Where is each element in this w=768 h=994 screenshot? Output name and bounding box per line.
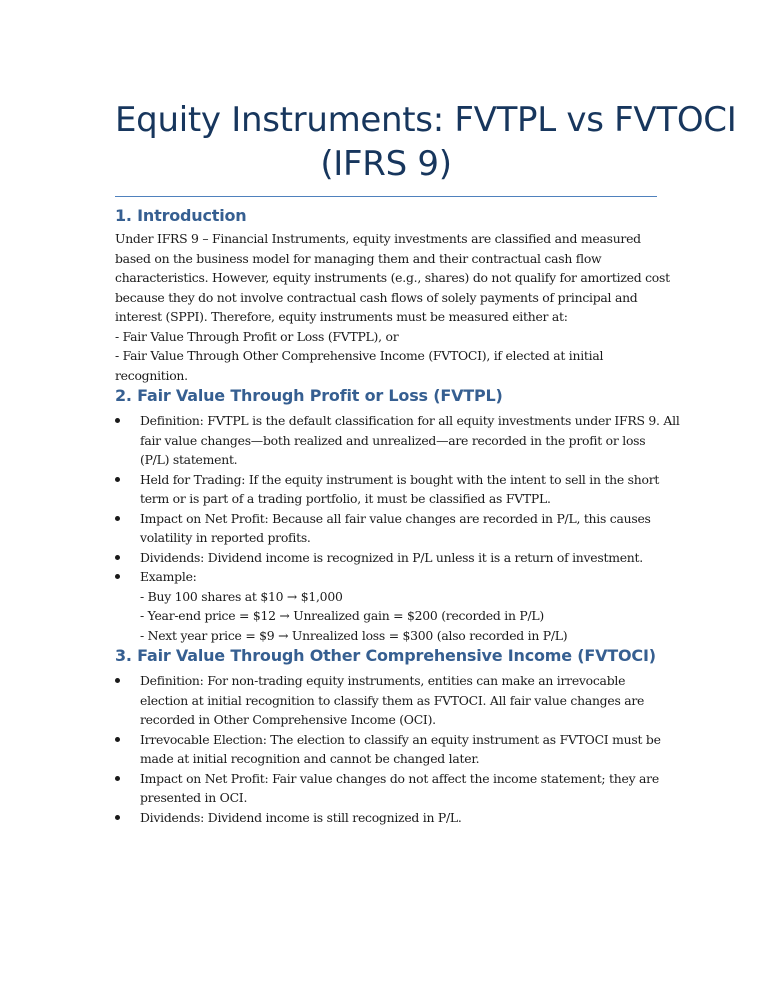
bullet-icon bbox=[115, 574, 120, 579]
paragraph-line: based on the business model for managing them and their contractual cash flow bbox=[115, 250, 602, 266]
list-item bbox=[115, 567, 657, 645]
list-item-line: presented in OCI. bbox=[140, 790, 248, 805]
bullet-icon bbox=[115, 516, 120, 521]
list-item-line: Dividends: Dividend income is still recognized in P/L. bbox=[140, 809, 462, 825]
list-item bbox=[115, 730, 661, 769]
paragraph-line: Under IFRS 9 – Financial Instruments, equity investments are classified and measured bbox=[115, 231, 641, 246]
list-item-line: volatility in reported profits. bbox=[140, 530, 311, 545]
list-item-line: Impact on Net Profit: Fair value changes do not affect the income statement; they are bbox=[140, 770, 659, 786]
list-item-line: Example: bbox=[140, 569, 197, 584]
fvtoci-bullet-list bbox=[115, 671, 661, 827]
list-item-line: term or is part of a trading portfolio, it must be classified as FVTPL. bbox=[140, 491, 551, 506]
title-divider bbox=[115, 196, 657, 197]
paragraph-line: - Fair Value Through Other Comprehensive Income (FVTOCI), if elected at initial bbox=[115, 348, 604, 363]
list-item bbox=[115, 769, 657, 808]
list-item-line: Impact on Net Profit: Because all fair value changes are recorded in P/L, this causes bbox=[140, 510, 651, 526]
list-item-line: made at initial recognition and cannot be changed later. bbox=[140, 751, 480, 766]
bullet-icon bbox=[115, 737, 120, 742]
list-item bbox=[115, 671, 657, 730]
list-item-line: Definition: For non-trading equity instruments, entities can make an irrevocable bbox=[140, 673, 626, 688]
paragraph-line: - Fair Value Through Profit or Loss (FVTPL), or bbox=[115, 328, 399, 344]
list-item bbox=[115, 470, 660, 509]
section-heading-introduction: 1. Introduction bbox=[115, 206, 247, 225]
section-heading-fvtpl: 2. Fair Value Through Profit or Loss (FVTPL) bbox=[115, 386, 503, 405]
bullet-icon bbox=[115, 555, 120, 560]
document-page bbox=[115, 0, 737, 827]
list-item-line: Dividends: Dividend income is recognized in P/L unless it is a return of investment. bbox=[140, 549, 643, 565]
list-item bbox=[115, 509, 657, 548]
list-item-line: Definition: FVTPL is the default classification for all equity investments under IFRS 9. All bbox=[140, 413, 680, 428]
list-item-line: fair value changes—both realized and unrealized—are recorded in the profit or loss bbox=[140, 432, 646, 448]
fvtpl-bullet-list bbox=[115, 411, 680, 645]
list-item bbox=[115, 411, 680, 470]
list-item-line: election at initial recognition to classify them as FVTOCI. All fair value changes are bbox=[140, 692, 645, 708]
title-line-1: Equity Instruments: FVTPL vs FVTOCI bbox=[115, 100, 737, 140]
bullet-icon bbox=[115, 418, 120, 423]
list-item bbox=[115, 808, 657, 828]
list-item-line: (P/L) statement. bbox=[140, 452, 238, 467]
bullet-icon bbox=[115, 815, 120, 820]
list-item-line: - Buy 100 shares at $10 → $1,000 bbox=[140, 588, 343, 604]
document-title bbox=[115, 0, 737, 186]
paragraph-line: characteristics. However, equity instruments (e.g., shares) do not qualify for amortized cost bbox=[115, 270, 670, 285]
section-heading-fvtoci: 3. Fair Value Through Other Comprehensive Income (FVTOCI) bbox=[115, 646, 656, 665]
list-item-line: - Next year price = $9 → Unrealized loss = $300 (also recorded in P/L) bbox=[140, 627, 568, 643]
paragraph-line: because they do not involve contractual cash flows of solely payments of principal and bbox=[115, 289, 638, 305]
bullet-icon bbox=[115, 477, 120, 482]
paragraph-line: interest (SPPI). Therefore, equity instruments must be measured either at: bbox=[115, 309, 568, 324]
list-item-line: recorded in Other Comprehensive Income (OCI). bbox=[140, 712, 436, 727]
introduction-paragraph bbox=[115, 229, 670, 385]
bullet-icon bbox=[115, 776, 120, 781]
list-item-line: Irrevocable Election: The election to classify an equity instrument as FVTOCI must be bbox=[140, 731, 661, 747]
paragraph-line: recognition. bbox=[115, 367, 188, 383]
list-item-line: Held for Trading: If the equity instrument is bought with the intent to sell in the short bbox=[140, 471, 660, 487]
list-item-line: - Year-end price = $12 → Unrealized gain = $200 (recorded in P/L) bbox=[140, 608, 544, 623]
title-line-2: (IFRS 9) bbox=[320, 144, 452, 184]
list-item bbox=[115, 548, 657, 568]
bullet-icon bbox=[115, 678, 120, 683]
